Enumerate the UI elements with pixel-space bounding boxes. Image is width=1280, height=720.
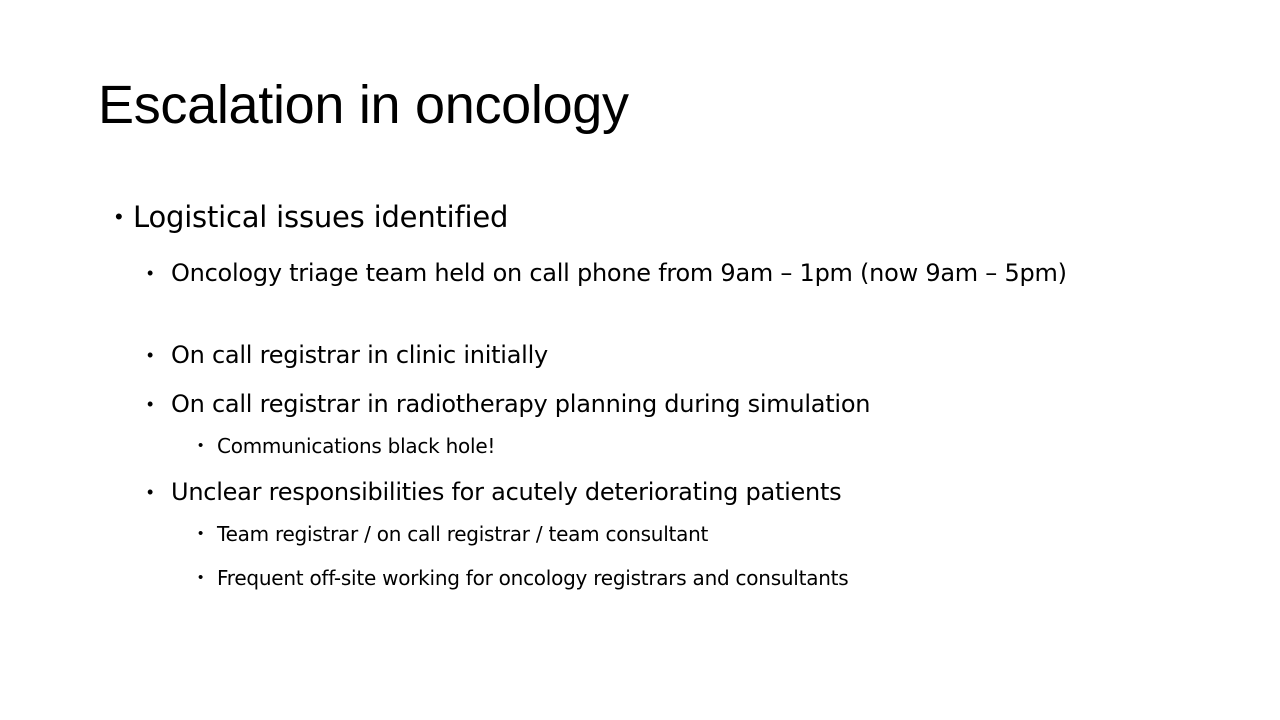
bullet-icon: • — [147, 345, 154, 365]
bullet-item-registrar-radiotherapy — [147, 388, 1157, 421]
bullet-icon: • — [147, 394, 154, 414]
bullet-text: Communications black hole! — [217, 434, 496, 458]
bullet-icon: • — [198, 569, 204, 586]
bullet-text: Oncology triage team held on call phone from 9am – 1pm (now 9am – 5pm) — [171, 259, 1067, 287]
bullet-item-communications — [198, 433, 1158, 459]
bullet-item-logistical-issues — [115, 200, 1175, 234]
bullet-icon: • — [115, 204, 123, 229]
bullet-icon: • — [198, 437, 204, 454]
bullet-text: On call registrar in radiotherapy planning during simulation — [171, 390, 871, 418]
bullet-text: Frequent off-site working for oncology registrars and consultants — [217, 566, 849, 590]
bullet-item-unclear-responsibilities — [147, 476, 1157, 509]
bullet-item-off-site-working — [198, 565, 1158, 591]
bullet-item-triage-phone — [147, 257, 1157, 290]
bullet-item-team-registrar — [198, 521, 1158, 547]
bullet-icon: • — [147, 482, 154, 502]
bullet-text: On call registrar in clinic initially — [171, 341, 548, 369]
bullet-text: Unclear responsibilities for acutely deteriorating patients — [171, 478, 842, 506]
bullet-text: Logistical issues identified — [133, 200, 509, 234]
slide-title: Escalation in oncology — [98, 75, 629, 135]
bullet-item-registrar-clinic — [147, 339, 1157, 372]
bullet-icon: • — [147, 263, 154, 283]
bullet-text: Team registrar / on call registrar / team consultant — [217, 522, 709, 546]
bullet-icon: • — [198, 525, 204, 542]
